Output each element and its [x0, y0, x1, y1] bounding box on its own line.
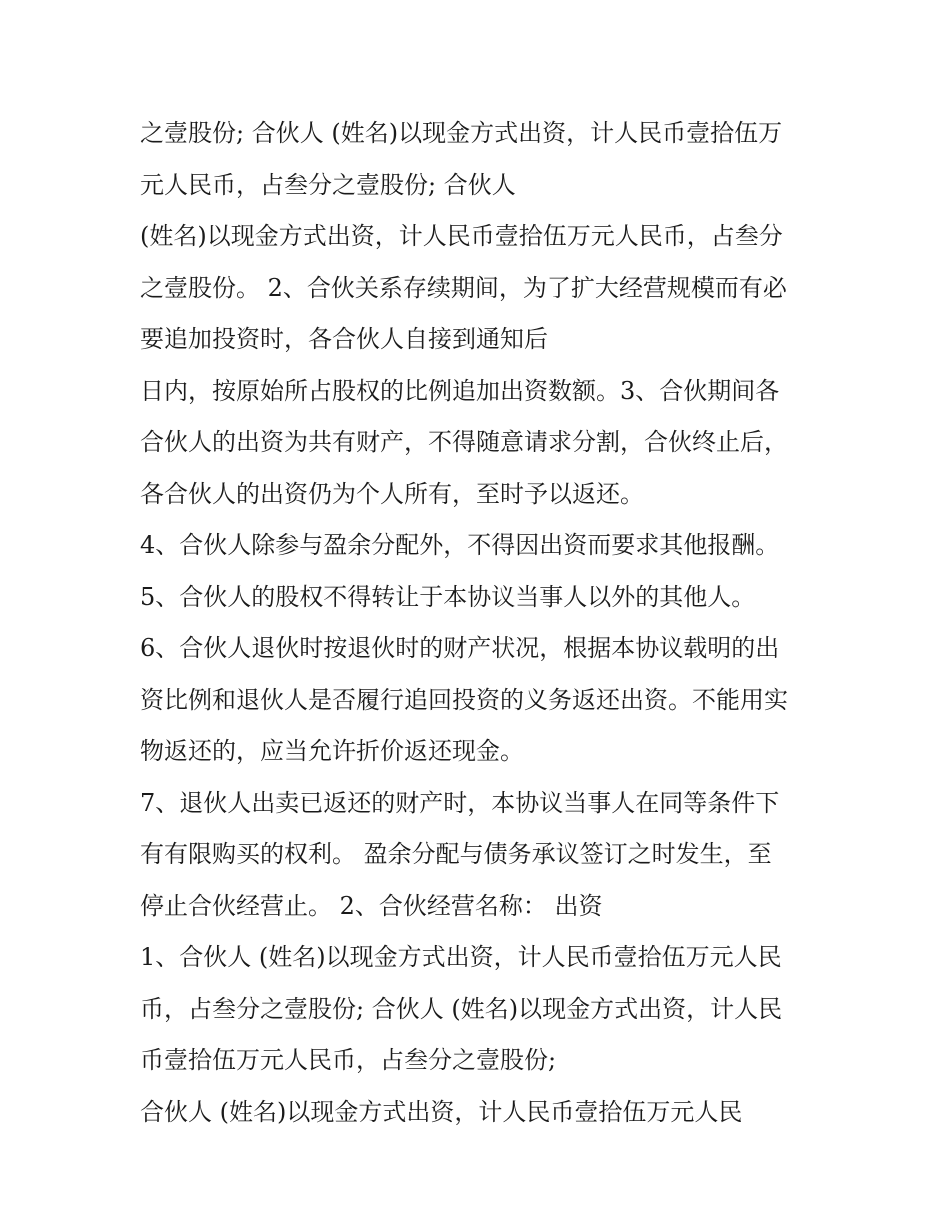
text-line-18: 币，占叁分之壹股份; 合伙人 (姓名)以现金方式出资，计人民 [140, 994, 783, 1023]
text-line-2: 元人民币，占叁分之壹股份; 合伙人 [140, 170, 516, 199]
text-line-16: 停止合伙经营止。 2、合伙经营名称： 出资 [140, 891, 603, 920]
text-line-15: 有有限购买的权利。 盈余分配与债务承议签订之时发生，至 [140, 840, 772, 868]
text-line-4: 之壹股份。 2、合伙关系存续期间，为了扩大经营规模而有必 [140, 273, 787, 302]
text-line-20: 合伙人 (姓名)以现金方式出资，计人民币壹拾伍万元人民 [140, 1097, 743, 1126]
text-line-5: 要追加投资时，各合伙人自接到通知后 [140, 325, 548, 353]
text-line-19: 币壹拾伍万元人民币，占叁分之壹股份; [140, 1046, 557, 1074]
text-line-12: 资比例和退伙人是否履行追回投资的义务返还出资。不能用实 [140, 685, 788, 714]
text-line-13: 物返还的，应当允许折价返还现金。 [140, 737, 524, 765]
text-line-1: 之壹股份; 合伙人 (姓名)以现金方式出资，计人民币壹拾伍万 [140, 119, 783, 147]
text-line-3: (姓名)以现金方式出资，计人民币壹拾伍万元人民币，占叁分 [140, 222, 783, 250]
text-line-17: 1、合伙人 (姓名)以现金方式出资，计人民币壹拾伍万元人民 [140, 943, 782, 971]
text-line-11: 6、合伙人退伙时按退伙时的财产状况，根据本协议载明的出 [140, 634, 780, 662]
text-line-8: 各合伙人的出资仍为个人所有，至时予以返还。 [140, 479, 644, 508]
text-line-6: 日内，按原始所占股权的比例追加出资数额。3、合伙期间各 [140, 376, 780, 405]
text-line-9: 4、合伙人除参与盈余分配外，不得因出资而要求其他报酬。 [140, 531, 780, 559]
text-line-10: 5、合伙人的股权不得转让于本协议当事人以外的其他人。 [140, 582, 756, 611]
text-line-14: 7、退伙人出卖已返还的财产时，本协议当事人在同等条件下 [140, 788, 780, 817]
document-body [140, 108, 830, 1138]
text-line-7: 合伙人的出资为共有财产，不得随意请求分割，合伙终止后， [140, 428, 788, 456]
